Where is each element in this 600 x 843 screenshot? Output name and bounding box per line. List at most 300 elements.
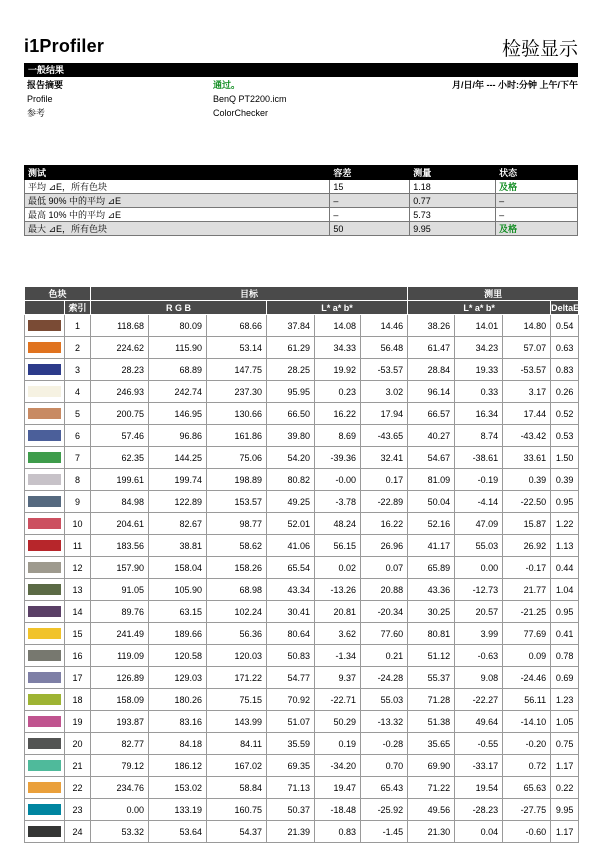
patch-results-table [24,286,596,843]
test-name: 最高 10% 中的平均 ⊿E [25,208,330,222]
overall-status: 通过。 [213,80,241,90]
tolerance-header: 容差 [330,166,410,180]
delta-e: 1.22 [551,513,579,535]
test-row [25,180,578,194]
target-l: 51.07 [267,711,315,733]
target-g: 199.74 [149,469,207,491]
target-a: 0.83 [315,821,361,843]
test-tolerance: – [330,208,410,222]
patch-row [25,799,579,821]
test-status: 及格 [496,180,578,194]
target-b: 68.66 [207,315,267,337]
color-swatch [28,804,61,815]
target-b-star: 32.41 [361,447,408,469]
measured-l: 65.89 [408,557,455,579]
target-b: 171.22 [207,667,267,689]
index: 18 [65,689,91,711]
measured-l: 71.28 [408,689,455,711]
target-g: 180.26 [149,689,207,711]
target-r: 183.56 [91,535,149,557]
test-row [25,208,578,222]
test-measured: 0.77 [410,194,496,208]
target-b-star: 0.21 [361,645,408,667]
patch-row [25,623,579,645]
target-a: 8.69 [315,425,361,447]
target-l: 65.54 [267,557,315,579]
delta-e: 1.17 [551,755,579,777]
measured-b-star: 65.63 [503,777,551,799]
measured-l: 21.30 [408,821,455,843]
target-b: 161.86 [207,425,267,447]
measured-b-star: 14.80 [503,315,551,337]
target-b: 68.98 [207,579,267,601]
measured-a: 19.33 [455,359,503,381]
target-b-star: 26.96 [361,535,408,557]
target-g: 96.86 [149,425,207,447]
target-g: 158.04 [149,557,207,579]
swatch-cell [25,337,65,359]
measured-a: -4.14 [455,491,503,513]
delta-e: 0.39 [551,469,579,491]
target-g: 146.95 [149,403,207,425]
measured-l: 30.25 [408,601,455,623]
index: 16 [65,645,91,667]
swatch-cell [25,689,65,711]
test-row [25,222,578,236]
target-r: 204.61 [91,513,149,535]
target-lab-subheader: L* a* b* [267,301,408,315]
patch-header-groups [25,287,579,301]
measured-a: 47.09 [455,513,503,535]
target-b-star: 0.17 [361,469,408,491]
measured-a: -38.61 [455,447,503,469]
swatch-cell [25,557,65,579]
delta-e: 0.63 [551,337,579,359]
target-b-star: 0.07 [361,557,408,579]
test-results-table [24,165,578,236]
color-swatch [28,716,61,727]
target-b-star: -25.92 [361,799,408,821]
swatch-cell [25,579,65,601]
measured-l: 69.90 [408,755,455,777]
index: 24 [65,821,91,843]
status-header: 状态 [496,166,578,180]
target-group-header: 目标 [91,287,408,301]
color-swatch [28,364,61,375]
target-l: 50.37 [267,799,315,821]
target-b: 98.77 [207,513,267,535]
swatch-cell [25,733,65,755]
target-b-star: 77.60 [361,623,408,645]
target-b-star: -0.28 [361,733,408,755]
target-b: 54.37 [207,821,267,843]
target-g: 38.81 [149,535,207,557]
target-r: 119.09 [91,645,149,667]
patch-row [25,579,579,601]
swatch-cell [25,777,65,799]
measured-a: 34.23 [455,337,503,359]
target-b: 120.03 [207,645,267,667]
measured-b-star: -0.20 [503,733,551,755]
patch-row [25,601,579,623]
swatch-cell [25,491,65,513]
target-b-star: 20.88 [361,579,408,601]
delta-e: 0.78 [551,645,579,667]
measured-l: 96.14 [408,381,455,403]
color-swatch [28,408,61,419]
delta-e: 0.95 [551,491,579,513]
target-b: 84.11 [207,733,267,755]
measured-b-star: 17.44 [503,403,551,425]
swatch-cell [25,403,65,425]
profile-row [27,92,578,106]
measured-b-star: 56.11 [503,689,551,711]
measured-a: -28.23 [455,799,503,821]
target-g: 120.58 [149,645,207,667]
color-swatch [28,540,61,551]
color-swatch [28,320,61,331]
profile-value: BenQ PT2200.icm [213,94,287,104]
color-swatch [28,826,61,837]
measured-a: 14.01 [455,315,503,337]
patch-row [25,755,579,777]
color-swatch [28,386,61,397]
patch-row [25,733,579,755]
swatch-cell [25,359,65,381]
target-l: 52.01 [267,513,315,535]
measured-b-star: 0.72 [503,755,551,777]
target-l: 43.34 [267,579,315,601]
target-a: 19.92 [315,359,361,381]
target-r: 246.93 [91,381,149,403]
patch-subheaders [25,301,579,315]
target-b-star: 56.48 [361,337,408,359]
measured-l: 40.27 [408,425,455,447]
target-g: 83.16 [149,711,207,733]
color-swatch [28,782,61,793]
measured-a: -33.17 [455,755,503,777]
measured-a: 0.04 [455,821,503,843]
measured-a: -22.27 [455,689,503,711]
color-swatch [28,650,61,661]
index: 5 [65,403,91,425]
target-r: 62.35 [91,447,149,469]
target-g: 53.64 [149,821,207,843]
target-l: 21.39 [267,821,315,843]
index: 13 [65,579,91,601]
patch-row [25,403,579,425]
target-g: 133.19 [149,799,207,821]
delta-e: 0.52 [551,403,579,425]
target-l: 41.06 [267,535,315,557]
target-b: 75.06 [207,447,267,469]
target-r: 57.46 [91,425,149,447]
reference-row [27,106,578,120]
target-b: 102.24 [207,601,267,623]
target-b-star: 0.70 [361,755,408,777]
swatch-cell [25,469,65,491]
color-swatch [28,562,61,573]
test-row [25,194,578,208]
target-a: 48.24 [315,513,361,535]
target-b: 198.89 [207,469,267,491]
measured-b-star: -0.60 [503,821,551,843]
patch-row [25,337,579,359]
measured-l: 66.57 [408,403,455,425]
test-measured: 5.73 [410,208,496,222]
target-g: 129.03 [149,667,207,689]
measured-a: -0.19 [455,469,503,491]
index: 8 [65,469,91,491]
test-status: 及格 [496,222,578,236]
index: 17 [65,667,91,689]
target-l: 50.83 [267,645,315,667]
measured-a: 0.33 [455,381,503,403]
test-header: 测试 [25,166,330,180]
reference-value: ColorChecker [213,108,269,118]
color-swatch [28,496,61,507]
target-r: 234.76 [91,777,149,799]
patch-row [25,557,579,579]
target-a: -0.00 [315,469,361,491]
patch-row [25,425,579,447]
target-b-star: -53.57 [361,359,408,381]
measured-b-star: 33.61 [503,447,551,469]
target-r: 224.62 [91,337,149,359]
target-a: 19.47 [315,777,361,799]
measured-b-star: -27.75 [503,799,551,821]
measured-a: -12.73 [455,579,503,601]
patch-row [25,359,579,381]
target-l: 70.92 [267,689,315,711]
measured-l: 80.81 [408,623,455,645]
target-b: 130.66 [207,403,267,425]
patch-row [25,711,579,733]
target-r: 199.61 [91,469,149,491]
target-g: 144.25 [149,447,207,469]
delta-e: 9.95 [551,799,579,821]
target-r: 79.12 [91,755,149,777]
target-g: 189.66 [149,623,207,645]
target-r: 241.49 [91,623,149,645]
target-l: 28.25 [267,359,315,381]
patch-row [25,469,579,491]
measured-header: 测量 [410,166,496,180]
swatch-cell [25,425,65,447]
measured-l: 28.84 [408,359,455,381]
measured-b-star: 0.39 [503,469,551,491]
target-b-star: -24.28 [361,667,408,689]
target-g: 84.18 [149,733,207,755]
delta-e: 0.83 [551,359,579,381]
delta-e: 0.69 [551,667,579,689]
target-b-star: -13.32 [361,711,408,733]
swatch-cell [25,513,65,535]
target-b: 143.99 [207,711,267,733]
target-r: 82.77 [91,733,149,755]
target-l: 95.95 [267,381,315,403]
test-name: 最低 90% 中的平均 ⊿E [25,194,330,208]
target-a: 14.08 [315,315,361,337]
measured-b-star: -0.17 [503,557,551,579]
color-swatch [28,628,61,639]
measured-l: 49.56 [408,799,455,821]
index: 2 [65,337,91,359]
target-g: 105.90 [149,579,207,601]
index: 11 [65,535,91,557]
target-r: 193.87 [91,711,149,733]
target-b-star: 65.43 [361,777,408,799]
measured-b-star: 0.09 [503,645,551,667]
test-tolerance: 50 [330,222,410,236]
delta-e: 1.05 [551,711,579,733]
measured-l: 35.65 [408,733,455,755]
patch-row [25,645,579,667]
swatch-cell [25,799,65,821]
target-a: 0.23 [315,381,361,403]
target-g: 68.89 [149,359,207,381]
measured-a: 16.34 [455,403,503,425]
target-g: 122.89 [149,491,207,513]
delta-e: 1.50 [551,447,579,469]
target-l: 35.59 [267,733,315,755]
measured-a: -0.55 [455,733,503,755]
patch-row [25,535,579,557]
measured-b-star: 57.07 [503,337,551,359]
target-b-star: 55.03 [361,689,408,711]
delta-e: 0.95 [551,601,579,623]
color-swatch [28,518,61,529]
color-swatch [28,430,61,441]
index: 22 [65,777,91,799]
target-a: -1.34 [315,645,361,667]
target-b: 237.30 [207,381,267,403]
patch-row [25,447,579,469]
date-format: 月/日/年 --- 小时:分钟 上午/下午 [452,80,578,90]
target-a: 9.37 [315,667,361,689]
target-b: 160.75 [207,799,267,821]
measured-l: 54.67 [408,447,455,469]
measured-a: 55.03 [455,535,503,557]
color-swatch [28,342,61,353]
general-results-header: 一般结果 [24,63,578,77]
target-l: 80.82 [267,469,315,491]
index: 1 [65,315,91,337]
swatch-cell [25,623,65,645]
deltae-subheader: DeltaE(76) [551,302,596,313]
target-r: 158.09 [91,689,149,711]
measured-b-star: -21.25 [503,601,551,623]
swatch-cell [25,447,65,469]
measured-a: -0.63 [455,645,503,667]
measured-b-star: 77.69 [503,623,551,645]
swatch-cell [25,381,65,403]
index: 7 [65,447,91,469]
delta-e: 0.54 [551,315,579,337]
target-a: 0.19 [315,733,361,755]
measured-l: 55.37 [408,667,455,689]
delta-e: 0.75 [551,733,579,755]
target-b: 56.36 [207,623,267,645]
target-b: 147.75 [207,359,267,381]
target-a: -3.78 [315,491,361,513]
measured-group-header: 测里 [408,287,579,301]
test-measured: 9.95 [410,222,496,236]
swatch-cell [25,535,65,557]
measured-a: 0.00 [455,557,503,579]
color-swatch [28,738,61,749]
measured-b-star: 26.92 [503,535,551,557]
target-b: 158.26 [207,557,267,579]
target-g: 186.12 [149,755,207,777]
target-r: 91.05 [91,579,149,601]
index: 12 [65,557,91,579]
report-summary-label: 报告摘要 [27,80,64,90]
measured-l: 41.17 [408,535,455,557]
target-b: 75.15 [207,689,267,711]
delta-e: 0.22 [551,777,579,799]
patch-row [25,513,579,535]
target-r: 118.68 [91,315,149,337]
target-l: 54.20 [267,447,315,469]
test-tolerance: 15 [330,180,410,194]
target-a: 0.02 [315,557,361,579]
target-a: -22.71 [315,689,361,711]
target-r: 126.89 [91,667,149,689]
swatch-cell [25,645,65,667]
color-swatch [28,694,61,705]
measured-l: 50.04 [408,491,455,513]
target-b-star: -20.34 [361,601,408,623]
index: 23 [65,799,91,821]
patch-row [25,315,579,337]
target-a: 3.62 [315,623,361,645]
test-table-header [25,166,578,180]
measured-b-star: -43.42 [503,425,551,447]
target-a: -18.48 [315,799,361,821]
measured-b-star: -22.50 [503,491,551,513]
document-title: 检验显示 [501,38,578,60]
index: 6 [65,425,91,447]
target-b: 153.57 [207,491,267,513]
target-r: 200.75 [91,403,149,425]
delta-e: 0.44 [551,557,579,579]
measured-l: 71.22 [408,777,455,799]
target-b-star: -43.65 [361,425,408,447]
color-swatch [28,474,61,485]
measured-l: 51.12 [408,645,455,667]
target-a: 50.29 [315,711,361,733]
target-l: 30.41 [267,601,315,623]
index-subheader: 索引 [65,301,91,315]
target-b: 167.02 [207,755,267,777]
target-r: 89.76 [91,601,149,623]
color-swatch [28,672,61,683]
measured-b-star: -24.46 [503,667,551,689]
target-a: -39.36 [315,447,361,469]
delta-e: 1.13 [551,535,579,557]
target-g: 63.15 [149,601,207,623]
measured-l: 51.38 [408,711,455,733]
measured-b-star: 3.17 [503,381,551,403]
swatch-group-header: 色块 [25,287,91,301]
index: 19 [65,711,91,733]
index: 20 [65,733,91,755]
target-a: 34.33 [315,337,361,359]
target-l: 54.77 [267,667,315,689]
index: 10 [65,513,91,535]
target-b: 53.14 [207,337,267,359]
